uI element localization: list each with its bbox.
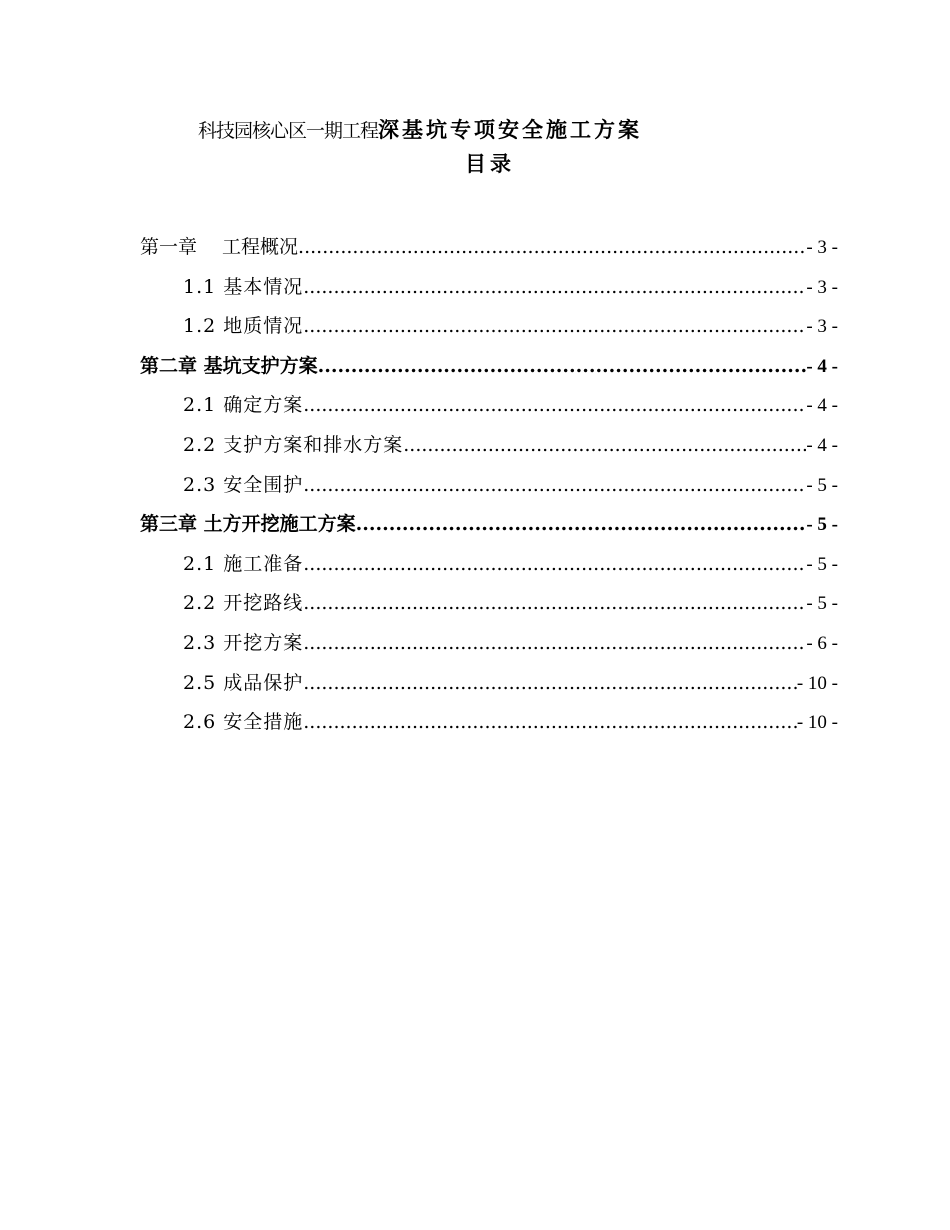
toc-entry-label: 2.3 开挖方案 xyxy=(183,631,304,654)
toc-entry-page: - 5 - xyxy=(806,593,838,615)
toc-leader-dots xyxy=(403,426,806,466)
toc-entry-page: - 4 - xyxy=(806,355,838,377)
toc-entry-label: 2.3 安全围护 xyxy=(183,473,304,496)
document-title xyxy=(198,114,642,148)
toc-entry[interactable] xyxy=(140,703,838,743)
toc-entry[interactable] xyxy=(140,268,838,308)
toc-leader-dots xyxy=(303,307,806,347)
toc-leader-dots xyxy=(318,347,807,387)
toc-entry-label: 2.1 确定方案 xyxy=(183,394,304,417)
toc-leader-dots xyxy=(303,703,797,743)
toc-entry[interactable] xyxy=(140,545,838,585)
toc-entry[interactable] xyxy=(140,347,838,387)
toc-leader-dots xyxy=(356,505,807,545)
toc-leader-dots xyxy=(303,466,806,506)
toc-leader-dots xyxy=(303,268,806,308)
toc-heading: 目录 xyxy=(465,152,515,176)
toc-leader-dots xyxy=(303,545,806,585)
toc-entry-page: - 4 - xyxy=(806,434,838,456)
toc-entry[interactable] xyxy=(140,505,838,545)
toc-entry-page: - 3 - xyxy=(806,237,838,258)
toc-entry-page: - 3 - xyxy=(806,276,838,298)
toc-entry-page: - 6 - xyxy=(806,632,838,654)
title-prefix: 科技园核心区一期工程 xyxy=(198,120,379,142)
toc-entry-label: 2.6 安全措施 xyxy=(183,711,304,734)
toc-entry[interactable] xyxy=(140,307,838,347)
toc-leader-dots xyxy=(298,228,806,268)
toc-entry-label: 第二章 基坑支护方案 xyxy=(140,354,318,377)
toc-entry[interactable] xyxy=(140,426,838,466)
table-of-contents xyxy=(140,228,838,743)
toc-entry-label: 2.1 施工准备 xyxy=(183,552,304,575)
toc-entry-label: 第一章 工程概况 xyxy=(140,236,299,258)
toc-entry-page: - 5 - xyxy=(806,474,838,496)
toc-entry-label: 2.2 支护方案和排水方案 xyxy=(183,433,404,456)
toc-leader-dots xyxy=(303,386,806,426)
toc-entry-label: 第三章 土方开挖施工方案 xyxy=(140,513,356,536)
title-main: 深基坑专项安全施工方案 xyxy=(378,118,643,142)
toc-entry-page: - 3 - xyxy=(806,316,838,338)
toc-entry-page: - 10 - xyxy=(796,672,838,694)
toc-leader-dots xyxy=(303,664,797,704)
toc-entry-label: 2.5 成品保护 xyxy=(183,671,304,694)
toc-entry[interactable] xyxy=(140,624,838,664)
toc-entry-label: 1.1 基本情况 xyxy=(183,275,304,298)
toc-entry-label: 1.2 地质情况 xyxy=(183,315,304,338)
toc-entry-page: - 10 - xyxy=(796,712,838,734)
toc-leader-dots xyxy=(303,624,806,664)
toc-leader-dots xyxy=(303,584,806,624)
toc-entry[interactable] xyxy=(140,386,838,426)
toc-entry[interactable] xyxy=(140,664,838,704)
toc-entry-page: - 5 - xyxy=(806,553,838,575)
toc-entry-label: 2.2 开挖路线 xyxy=(183,592,304,615)
toc-entry-page: - 5 - xyxy=(806,514,838,536)
toc-entry[interactable] xyxy=(140,584,838,624)
toc-entry[interactable] xyxy=(140,466,838,506)
toc-entry[interactable] xyxy=(140,228,838,268)
toc-entry-page: - 4 - xyxy=(806,395,838,417)
